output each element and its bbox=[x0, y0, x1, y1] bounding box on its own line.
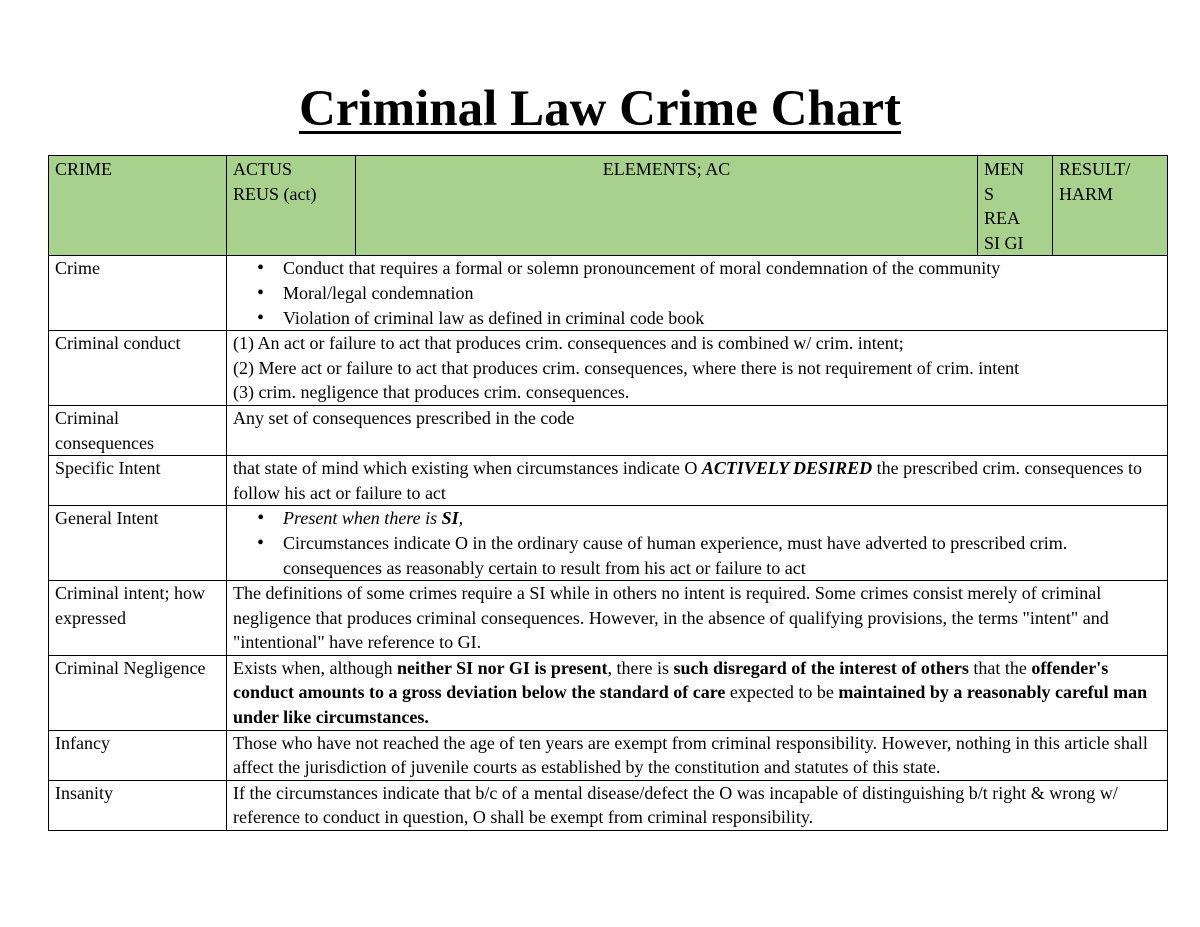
definition-cell bbox=[227, 331, 1168, 406]
term-cell: Criminal intent; how expressed bbox=[49, 581, 227, 656]
term-cell: Crime bbox=[49, 256, 227, 331]
term-cell: Infancy bbox=[49, 730, 227, 780]
bullet-item: • Circumstances indicate O in the ordinary cause of human experience, must have adverted to prescribed crim. consequences as reasonably certain to result from his act or failure to act bbox=[283, 531, 1161, 580]
header-result-harm: RESULT/ HARM bbox=[1053, 156, 1168, 256]
term-cell: Specific Intent bbox=[49, 456, 227, 506]
term-cell: Criminal Negligence bbox=[49, 655, 227, 730]
row-general-intent bbox=[49, 506, 1168, 581]
header-actus-reus: ACTUS REUS (act) bbox=[227, 156, 356, 256]
row-specific-intent bbox=[49, 456, 1168, 506]
bullet-list bbox=[233, 506, 1161, 580]
header-crime: CRIME bbox=[49, 156, 227, 256]
definition-cell: The definitions of some crimes require a SI while in others no intent is required. Some crimes consist merely of criminal negligence that produces criminal consequences. However, in the absence of qualifying provisions, the terms "intent" and "intentional" have reference to GI. bbox=[227, 581, 1168, 656]
row-insanity bbox=[49, 780, 1168, 830]
bullet-item: • Present when there is SI, bbox=[283, 506, 1161, 531]
term-cell: Criminal consequences bbox=[49, 405, 227, 455]
term-cell: Insanity bbox=[49, 780, 227, 830]
emphasis-text: ACTIVELY DESIRED bbox=[701, 458, 873, 479]
definition-cell bbox=[227, 256, 1168, 331]
page-title: Criminal Law Crime Chart bbox=[299, 81, 901, 137]
row-infancy bbox=[49, 730, 1168, 780]
row-criminal-negligence bbox=[49, 655, 1168, 730]
row-crime bbox=[49, 256, 1168, 331]
definition-cell: that state of mind which existing when circumstances indicate O ACTIVELY DESIRED the prescribed crim. consequences to follow his act or failure to act bbox=[227, 456, 1168, 506]
row-criminal-conduct bbox=[49, 331, 1168, 406]
definition-cell: Exists when, although neither SI nor GI is present, there is such disregard of the interest of others that the offender's conduct amounts to a gross deviation below the standard of care expected to be maintained by a reasonably careful man under like circumstances. bbox=[227, 655, 1168, 730]
bullet-list bbox=[233, 256, 1161, 330]
definition-cell: If the circumstances indicate that b/c of a mental disease/defect the O was incapable of distinguishing b/t right & wrong w/ reference to conduct in question, O shall be exempt from criminal responsibility. bbox=[227, 780, 1168, 830]
definition-cell: Any set of consequences prescribed in the code bbox=[227, 405, 1168, 455]
bullet-item: • Moral/legal condemnation bbox=[283, 281, 1161, 306]
definition-cell bbox=[227, 506, 1168, 581]
term-cell: General Intent bbox=[49, 506, 227, 581]
bullet-item: • Violation of criminal law as defined in criminal code book bbox=[283, 306, 1161, 331]
definition-line: (2) Mere act or failure to act that produces crim. consequences, where there is not requirement of crim. intent bbox=[233, 357, 1020, 378]
header-row bbox=[49, 156, 1168, 256]
row-criminal-intent bbox=[49, 581, 1168, 656]
header-elements: ELEMENTS; AC bbox=[356, 156, 978, 256]
definition-line: (3) crim. negligence that produces crim. consequences. bbox=[233, 382, 630, 403]
bullet-item: • Conduct that requires a formal or solemn pronouncement of moral condemnation of the community bbox=[283, 256, 1161, 281]
header-mens-rea: MEN S REA SI GI bbox=[978, 156, 1053, 256]
definition-cell: Those who have not reached the age of ten years are exempt from criminal responsibility. However, nothing in this article shall affect the jurisdiction of juvenile courts as established by the constitution and statutes of this state. bbox=[227, 730, 1168, 780]
row-criminal-consequences bbox=[49, 405, 1168, 455]
definition-line: (1) An act or failure to act that produces crim. consequences and is combined w/ crim. intent; bbox=[233, 333, 904, 354]
term-cell: Criminal conduct bbox=[49, 331, 227, 406]
crime-chart-table bbox=[48, 155, 1168, 831]
